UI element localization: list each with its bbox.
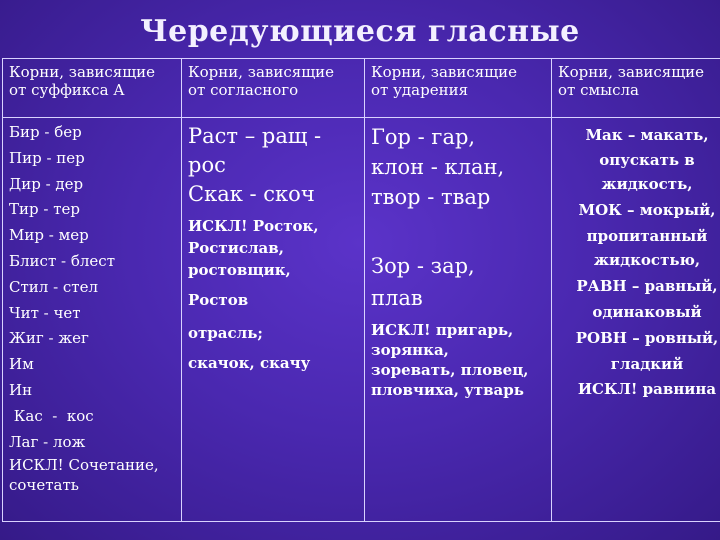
meaning-line: МОК – мокрый, [578, 201, 716, 219]
meaning-line: РОВН – ровный, [575, 329, 719, 347]
root-pair: Дир - дер [9, 174, 84, 193]
exception-line: Ростов [188, 291, 249, 309]
root-pair: Кас - кос [9, 406, 94, 425]
header-stress-line1: Корни, зависящие [371, 63, 518, 81]
meaning-line: РАВН – равный, [576, 277, 718, 295]
exception-line: сочетать [9, 476, 79, 495]
root-pair: Тир - тер [9, 200, 80, 219]
header-meaning-line2: от смысла [558, 81, 639, 99]
root-pair: Мир - мер [9, 226, 89, 245]
header-suffix-line1: Корни, зависящие [9, 63, 156, 81]
exception-line: пловчиха, утварь [371, 381, 524, 399]
content-row [3, 118, 720, 522]
exception-line: Ростислав, [188, 239, 284, 257]
meaning-line: жидкостью, [593, 251, 701, 269]
root-pair: Им [9, 355, 34, 374]
root-pair: Жиг - жег [9, 329, 89, 348]
root-group: клон - клан, [371, 155, 505, 179]
suffix-roots-cell [3, 118, 182, 522]
consonant-roots-cell [182, 118, 365, 522]
exception-line: ростовщик, [188, 261, 291, 279]
root-pair: Пир - пер [9, 148, 85, 167]
header-row [3, 59, 720, 118]
exception-line: отрасль; [188, 324, 263, 342]
header-stress [365, 59, 552, 118]
root-pair: Бир - бер [9, 123, 82, 141]
root-group: плав [371, 286, 423, 310]
root-group: Скак - скоч [188, 182, 315, 206]
header-consonant-line1: Корни, зависящие [188, 63, 335, 81]
meaning-line: гладкий [610, 355, 684, 373]
exception-line: зоревать, пловец, [371, 361, 529, 379]
header-suffix-line2: от суффикса А [9, 81, 125, 99]
root-pair: Ин [9, 380, 33, 399]
root-group: Раст – ращ - [188, 124, 322, 148]
meaning-line: одинаковый [592, 303, 702, 321]
root-pair: Стил - стел [9, 277, 99, 296]
meaning-line: Мак – макать, [585, 126, 709, 144]
header-meaning [552, 59, 720, 118]
root-pair: Блист - блест [9, 251, 115, 270]
meaning-line: опускать в [599, 151, 695, 169]
header-stress-line2: от ударения [371, 81, 469, 99]
meaning-line: жидкость, [601, 175, 693, 193]
meaning-line: ИСКЛ! равнина [577, 380, 717, 398]
vowels-table [2, 58, 720, 522]
exception-line: скачок, скачу [188, 354, 311, 372]
header-meaning-line1: Корни, зависящие [558, 63, 705, 81]
root-pair: Чит - чет [9, 303, 81, 322]
root-group: Зор - зар, [371, 254, 475, 278]
header-consonant-line2: от согласного [188, 81, 299, 99]
meaning-line: пропитанный [586, 227, 708, 245]
slide-title: Чередующиеся гласные [140, 14, 580, 49]
root-group: Гор - гар, [371, 125, 476, 149]
header-consonant [182, 59, 365, 118]
exception-line: ИСКЛ! Росток, [188, 217, 319, 235]
root-pair: Лаг - лож [9, 432, 86, 451]
exception-line: ИСКЛ! пригарь, [371, 321, 514, 339]
root-group: твор - твар [371, 185, 491, 209]
meaning-roots-cell [552, 118, 720, 522]
root-group: рос [188, 153, 226, 177]
stress-roots-cell [365, 118, 552, 522]
exception-line: зорянка, [371, 341, 449, 359]
header-suffix [3, 59, 182, 118]
exception-line: ИСКЛ! Сочетание, [9, 456, 159, 475]
